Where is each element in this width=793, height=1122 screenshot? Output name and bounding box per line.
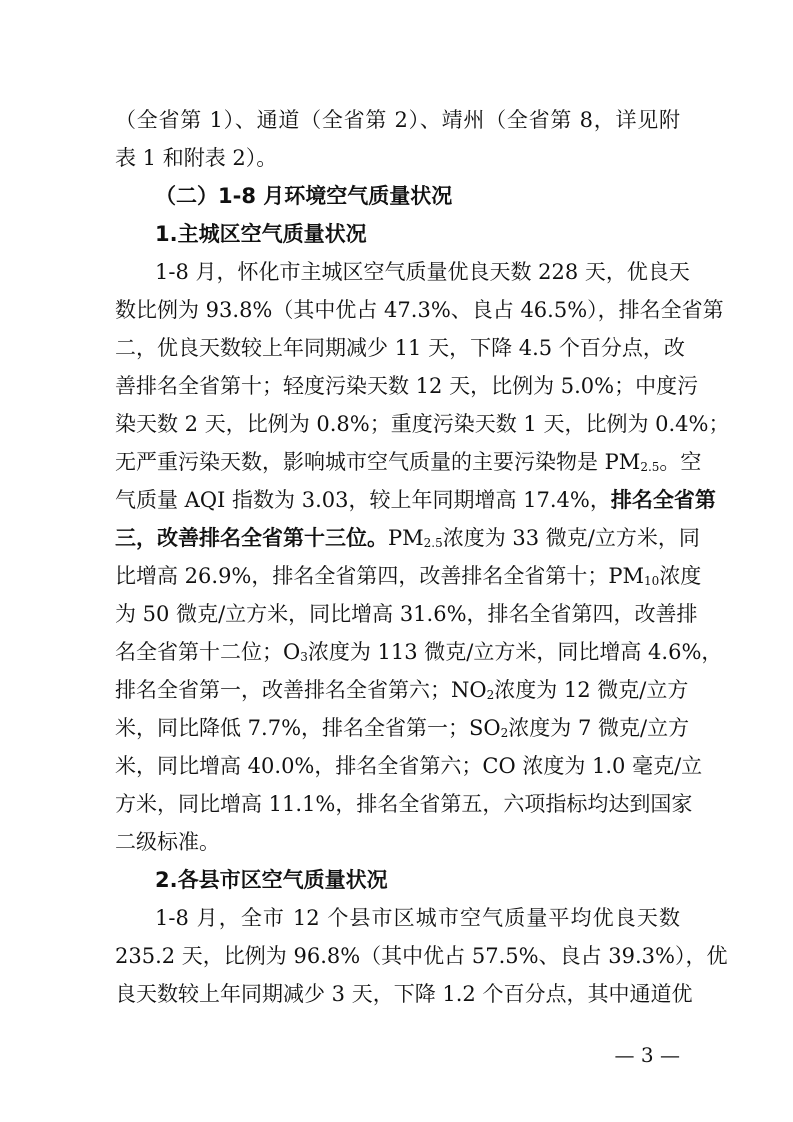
- text-line: 为 50 微克/立方米，同比增高 31.6%，排名全省第四，改善排: [115, 602, 698, 626]
- text-line: 染天数 2 天，比例为 0.8%；重度污染天数 1 天，比例为 0.4%；: [115, 412, 730, 436]
- bold-emphasis: 排名全省第: [610, 488, 716, 512]
- text-line: 比增高 26.9%，排名全省第四，改善排名全省第十；$PM_{10}$浓度: [115, 564, 702, 588]
- text-line: 数比例为 93.8%（其中优占 47.3%、良占 46.5%），排名全省第: [115, 298, 724, 322]
- section-heading: （二）1-8 月环境空气质量状况: [155, 184, 453, 208]
- page-number: — 3 —: [614, 1043, 680, 1067]
- text-line: 1-8 月，怀化市主城区空气质量优良天数 228 天，优良天: [155, 260, 690, 284]
- text-line: 方米，同比增高 11.1%，排名全省第五，六项指标均达到国家: [115, 792, 693, 816]
- text-line: 无严重污染天数，影响城市空气质量的主要污染物是 $PM_{2.5}$。空: [115, 450, 702, 474]
- text-line: 二，优良天数较上年同期减少 11 天，下降 4.5 个百分点，改: [115, 336, 685, 360]
- text-line: 235.2 天，比例为 96.8%（其中优占 57.5%、良占 39.3%），优: [115, 944, 728, 968]
- text-line: 1-8 月，全市 12 个县市区城市空气质量平均优良天数: [155, 906, 680, 930]
- text-line: 表 1 和附表 2）。: [115, 146, 278, 170]
- text-line: 排名全省第一，改善排名全省第六；$NO_2$浓度为 12 微克/立方: [115, 678, 689, 702]
- text-line: 二级标准。: [115, 830, 220, 854]
- text-line: 气质量 AQI 指数为 3.03，较上年同期增高 17.4%，排名全省第: [115, 488, 716, 512]
- bold-emphasis: 三，改善排名全省第十三位。: [115, 526, 388, 550]
- subsection-heading: 1.主城区空气质量状况: [155, 222, 367, 246]
- text-line: 名全省第十二位；$O_3$浓度为 113 微克/立方米，同比增高 4.6%，: [115, 640, 723, 664]
- subsection-heading: 2.各县市区空气质量状况: [155, 868, 388, 892]
- text-line: 三，改善排名全省第十三位。$PM_{2.5}$浓度为 33 微克/立方米，同: [115, 526, 700, 550]
- text-line: 米，同比降低 7.7%，排名全省第一；$SO_2$浓度为 7 微克/立方: [115, 716, 690, 740]
- text-line: （全省第 1）、通道（全省第 2）、靖州（全省第 8，详见附: [115, 108, 680, 132]
- text-line: 善排名全省第十；轻度污染天数 12 天，比例为 5.0%；中度污: [115, 374, 699, 398]
- text-line: 米，同比增高 40.0%，排名全省第六；CO 浓度为 1.0 毫克/立: [115, 754, 703, 778]
- text-line: 良天数较上年同期减少 3 天，下降 1.2 个百分点，其中通道优: [115, 982, 693, 1006]
